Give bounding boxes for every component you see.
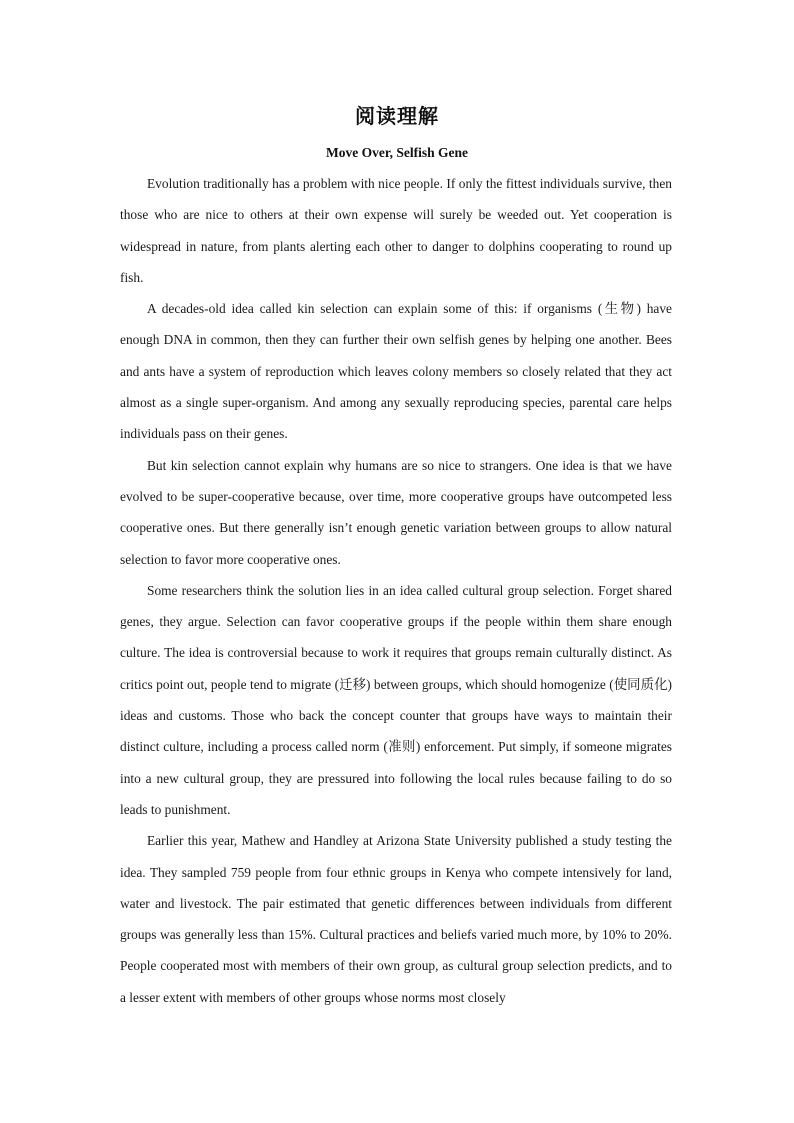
article-body — [120, 168, 672, 1013]
page-heading: 阅读理解 — [355, 104, 439, 128]
paragraph-1: Evolution traditionally has a problem with nice people. If only the fittest individuals survive, then those who are nice to others at their own expense will surely be weeded out. Yet cooperation is widespread in nature, from plants alerting each other to danger to dolphins cooperating to round up fish. — [120, 176, 672, 285]
paragraph-4: Some researchers think the solution lies in an idea called cultural group selection. Forget shared genes, they argue. Selection can favor cooperative groups if the people within them share enough culture. The idea is controversial because to work it requires that groups remain culturally distinct. As critics point out, people tend to migrate (迁移) between groups, which should homogenize (使同质化) ideas and customs. Those who back the concept counter that groups have ways to maintain their distinct culture, including a process called norm (准则) enforcement. Put simply, if someone migrates into a new cultural group, they are pressured into following the local rules because failing to do so leads to punishment. — [120, 582, 672, 817]
paragraph-3: But kin selection cannot explain why humans are so nice to strangers. One idea is that we have evolved to be super-cooperative because, over time, more cooperative groups have outcompeted less cooperative ones. But there generally isn’t enough genetic variation between groups to allow natural selection to favor more cooperative ones. — [120, 457, 672, 567]
paragraph-2: A decades-old idea called kin selection can explain some of this: if organisms (生物) have enough DNA in common, then they can further their own selfish genes by helping one another. Bees and ants have a system of reproduction which leaves colony members so closely related that they act almost as a single super-organism. And among any sexually reproducing species, parental care helps individuals pass on their genes. — [120, 301, 672, 442]
article-title: Move Over, Selfish Gene — [326, 145, 468, 160]
paragraph-5: Earlier this year, Mathew and Handley at Arizona State University published a study testing the idea. They sampled 759 people from four ethnic groups in Kenya who compete intensively for land, water and livestock. The pair estimated that genetic differences between individuals from different groups was generally less than 15%. Cultural practices and beliefs varied much more, by 10% to 20%. People cooperated most with members of their own group, as cultural group selection predicts, and to a lesser extent with members of other groups whose norms most closely — [120, 833, 672, 1005]
